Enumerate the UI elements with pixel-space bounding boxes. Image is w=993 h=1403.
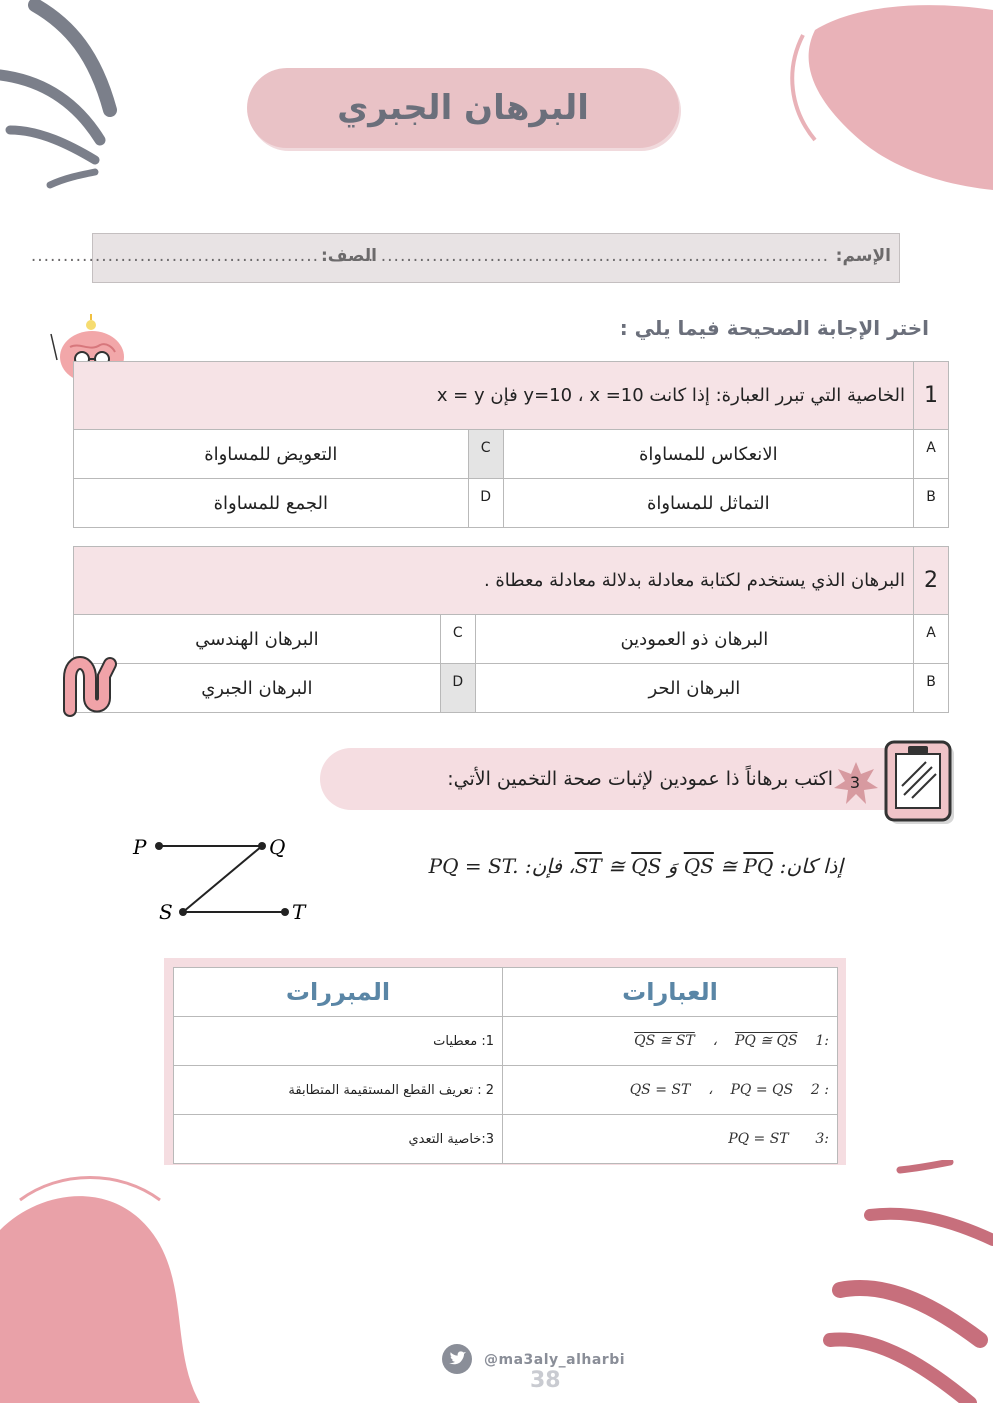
title-banner [247, 68, 679, 148]
question-text: الخاصية التي تبرر العبارة: إذا كانت y=10 ، x =10 فإن x = y [74, 362, 914, 430]
proof-header-row [174, 968, 838, 1017]
question-3-number: 3 [849, 773, 861, 792]
option-c[interactable]: التعويض للمساواة [74, 430, 469, 479]
option-letter: D [440, 664, 475, 713]
question-1-table [73, 361, 949, 528]
statement-a: QS = ST [629, 1082, 691, 1098]
question-1-header [74, 362, 949, 430]
row-number: :3 [815, 1131, 829, 1147]
top-left-brush-decoration [0, 0, 150, 200]
statements-header: العبارات [503, 968, 838, 1017]
label-p: P [133, 835, 147, 859]
option-b[interactable]: البرهان الحر [475, 664, 913, 713]
statement-a: PQ = ST [728, 1131, 789, 1147]
page-number: 38 [530, 1368, 561, 1393]
option-a[interactable]: البرهان ذو العمودين [475, 615, 913, 664]
two-column-proof-table [173, 967, 838, 1164]
label-t: T [292, 900, 306, 924]
cond-prefix: إذا كان: [779, 854, 843, 878]
proof-row [174, 1115, 838, 1164]
row-number: :1 [815, 1033, 829, 1049]
then-word: ، فإن: [524, 854, 575, 878]
option-letter: C [468, 430, 503, 479]
option-d[interactable]: البرهان الجبري [74, 664, 441, 713]
option-letter: A [914, 615, 949, 664]
statement-cell[interactable] [503, 1115, 838, 1164]
cong-symbol: ≅ [608, 854, 625, 878]
statement-b: PQ ≅ QS [734, 1033, 798, 1049]
class-field[interactable]: ............................................. [30, 246, 319, 266]
option-letter: D [468, 479, 503, 528]
option-letter: B [914, 479, 949, 528]
segment-qs: QS [631, 854, 662, 878]
student-info-bar [30, 233, 900, 283]
proof-row [174, 1017, 838, 1066]
option-c[interactable]: البرهان الهندسي [74, 615, 441, 664]
conjecture-statement [429, 854, 843, 878]
option-letter: A [914, 430, 949, 479]
bottom-left-blob-decoration [0, 1170, 210, 1403]
cong-symbol: ≅ [720, 854, 737, 878]
top-right-blob-decoration [775, 0, 993, 200]
statement-cell[interactable] [503, 1017, 838, 1066]
point-q [258, 842, 266, 850]
question-text: البرهان الذي يستخدم لكتابة معادلة بدلالة معادلة معطاة . [74, 547, 914, 615]
reasons-header: المبررات [174, 968, 503, 1017]
statement-cell[interactable] [503, 1066, 838, 1115]
statement-a: QS ≅ ST [634, 1033, 695, 1049]
instruction-heading: اختر الإجابة الصحيحة فيما يلي : [619, 316, 929, 340]
label-q: Q [269, 835, 286, 859]
segment-st: ST [574, 854, 602, 878]
options-row [74, 479, 949, 528]
option-letter: C [440, 615, 475, 664]
row-number: : 2 [810, 1082, 829, 1098]
statement-b: PQ = QS [730, 1082, 794, 1098]
separator: ، [712, 1033, 718, 1049]
clipboard-icon [884, 740, 964, 830]
page-title: البرهان الجبري [337, 88, 589, 128]
question-number: 1 [914, 362, 949, 430]
point-p [155, 842, 163, 850]
separator: ، [708, 1082, 713, 1098]
twitter-handle[interactable]: @ma3aly_alharbi [484, 1352, 626, 1368]
proof-row [174, 1066, 838, 1115]
option-letter: B [914, 664, 949, 713]
question-2-table [73, 546, 949, 713]
question-2-header [74, 547, 949, 615]
reason-cell[interactable]: 2 : تعريف القطع المستقيمة المتطابقة [174, 1066, 503, 1115]
segment-pq: PQ [743, 854, 774, 878]
option-b[interactable]: التماثل للمساواة [503, 479, 913, 528]
and-word: وَ [667, 854, 678, 878]
point-t [281, 908, 289, 916]
twitter-icon [441, 1343, 473, 1375]
options-row [74, 615, 949, 664]
worm-pencil-icon [58, 648, 128, 718]
reason-cell[interactable]: 3:خاصية التعدي [174, 1115, 503, 1164]
question-3-text: اكتب برهاناً ذا عمودين لإثبات صحة التخمين الأتي: [447, 768, 833, 790]
name-label: الإسم: [835, 246, 891, 266]
segment-figure [125, 830, 325, 930]
class-label: الصف: [320, 246, 377, 266]
option-a[interactable]: الانعكاس للمساواة [503, 430, 913, 479]
question-number: 2 [914, 547, 949, 615]
label-s: S [159, 900, 173, 924]
reason-cell[interactable]: 1: معطيات [174, 1017, 503, 1066]
segment-qs: QS [683, 854, 714, 878]
name-field[interactable]: ...................................................................... . [367, 246, 829, 266]
bottom-right-brush-decoration [820, 1160, 993, 1403]
conclusion: PQ = ST. [428, 854, 519, 878]
option-d[interactable]: الجمع للمساواة [74, 479, 469, 528]
options-row [74, 664, 949, 713]
point-s [179, 908, 187, 916]
options-row [74, 430, 949, 479]
